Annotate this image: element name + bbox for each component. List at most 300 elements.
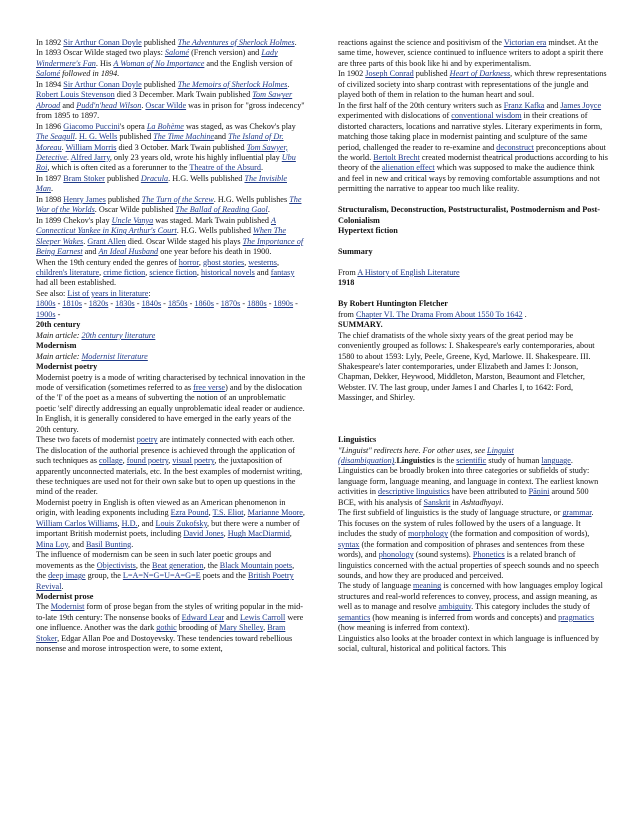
text-link[interactable]: historical novels	[200, 267, 255, 277]
text-run: In 1896	[36, 121, 64, 131]
text-link[interactable]: A Woman of No Importance	[113, 58, 205, 68]
text-run: -	[55, 309, 61, 319]
bold-text: By Robert Huntington Fletcher	[338, 299, 448, 309]
text-run: and	[254, 267, 271, 277]
text-run: is a related branch of linguistics concerned with the actual properties of speech sounds and no speech sounds, and how they are produced and perceived.	[338, 550, 599, 580]
bold-text: Structuralism, Deconstruction, Poststructuralist, Postmodernism and Post-Colonialism	[338, 205, 600, 225]
text-run: . His	[95, 58, 114, 68]
text-link[interactable]: A Connecticut Yankee in King Arthur's Court	[36, 215, 276, 236]
text-run: ,	[289, 529, 292, 539]
text-link[interactable]: Henry James	[63, 194, 106, 204]
text-run: published	[413, 69, 450, 79]
paragraph	[36, 174, 306, 195]
text-link[interactable]: westerns	[248, 257, 277, 267]
text-link[interactable]: Lewis Carroll	[240, 612, 286, 622]
bold-text: Modernism	[36, 341, 77, 351]
text-run: From	[338, 267, 358, 277]
text-link[interactable]: Salomé	[36, 69, 61, 79]
paragraph	[338, 508, 608, 581]
bold-text: 1918	[338, 278, 355, 288]
text-link[interactable]: Oscar Wilde	[145, 100, 187, 110]
text-link[interactable]: Franz Kafka	[503, 100, 545, 110]
paragraph	[36, 498, 306, 550]
text-link[interactable]: free verse	[193, 382, 226, 392]
left-column	[36, 38, 306, 820]
text-run: In 1902	[338, 69, 366, 79]
text-run: ,	[196, 267, 201, 277]
text-link[interactable]: language	[541, 456, 571, 466]
text-link[interactable]: fantasy	[270, 267, 295, 277]
text-link[interactable]: Louis Zukofsky	[155, 518, 208, 528]
text-run: ,	[276, 257, 279, 267]
text-run: . This focuses on the system of rules followed by the users of a language. It includes the study of	[338, 508, 594, 539]
text-link[interactable]: The Turn of the Screw	[141, 194, 214, 204]
text-link[interactable]: Mary Shelley	[219, 623, 264, 633]
text-link[interactable]: L=A=N=G=U=A=G=E	[122, 571, 201, 581]
text-link[interactable]: Modernist	[50, 602, 85, 612]
text-link[interactable]: Grant Allen	[87, 236, 126, 246]
text-link[interactable]: conventional wisdom	[451, 111, 522, 121]
text-run: -	[293, 299, 298, 309]
paragraph	[36, 48, 306, 79]
bold-text: SUMMARY.	[338, 320, 383, 330]
text-run: which was supposed to make the audience think and feel in new and critical ways by removing comfortable assumptions and not permitting the narrative to appear too much like reality.	[338, 163, 600, 194]
text-link[interactable]: meaning	[413, 581, 442, 591]
text-link[interactable]: Ezra Pound	[170, 508, 209, 518]
text-link[interactable]: Hugh MacDiarmid	[227, 529, 290, 539]
text-run: form of prose began from the styles of writing popular in the mid-to-late 19th century: The nonsense books of	[36, 602, 303, 622]
paragraph	[36, 216, 306, 258]
text-link[interactable]: gothic	[156, 623, 177, 633]
text-run: preconceptions about the world.	[338, 142, 606, 162]
bold-text: Hypertext fiction	[338, 226, 398, 236]
text-run: ,	[243, 508, 248, 518]
text-run: had all been established.	[36, 278, 117, 288]
paragraph-spacer	[338, 195, 608, 205]
text-run: , the	[36, 560, 295, 581]
text-link[interactable]: When The Sleeper Wakes	[36, 226, 286, 246]
text-link[interactable]: deep image	[48, 571, 86, 581]
paragraph	[338, 101, 608, 195]
text-link[interactable]: deconstruct	[496, 142, 534, 152]
text-run: ,	[263, 623, 268, 633]
paragraph	[338, 69, 608, 100]
paragraph	[36, 122, 306, 174]
text-run: ,	[168, 456, 173, 466]
text-link[interactable]: poetry	[136, 435, 158, 445]
text-link[interactable]: ambiguity	[438, 602, 472, 612]
text-run: reactions against the science and positivism of the	[338, 38, 504, 47]
text-link[interactable]: Phonetics	[472, 550, 505, 560]
text-run: In 1893 Oscar Wilde staged two plays:	[36, 48, 165, 58]
text-run: and	[544, 100, 561, 110]
text-run: "Linguist" redirects here. For other uses, see	[338, 445, 488, 455]
text-run: (the formation and composition of phrases and sentences from these words), and	[338, 539, 585, 560]
text-link[interactable]: Bram Stoker	[63, 173, 105, 183]
text-run: In 1894	[36, 79, 64, 89]
text-link[interactable]: Alfred Jarry	[70, 152, 110, 162]
text-link[interactable]: found poetry	[126, 456, 169, 466]
text-link[interactable]: British Poetry Revival	[36, 571, 294, 591]
bold-text: Summary	[338, 247, 373, 257]
text-link[interactable]: Dracula	[140, 173, 169, 183]
text-link[interactable]: Pudd'n'head Wilson	[76, 100, 142, 110]
text-link[interactable]: 1820s	[88, 299, 109, 309]
text-link[interactable]: 1880s	[247, 299, 267, 309]
text-run: ,	[122, 456, 127, 466]
text-link[interactable]: collage	[98, 456, 123, 466]
paragraph	[36, 299, 306, 320]
paragraph	[36, 258, 306, 289]
text-run: (how meaning is inferred from context).	[338, 623, 470, 633]
paragraph	[36, 289, 306, 299]
text-link[interactable]: 1840s	[141, 299, 162, 309]
text-run: were one influence. Another was the dark	[36, 612, 304, 633]
text-run: -	[266, 299, 274, 309]
paragraph	[36, 592, 306, 602]
text-run: -	[55, 299, 63, 309]
text-run: died 3 October. Mark Twain published	[116, 142, 247, 152]
text-link[interactable]: semantics	[338, 612, 371, 622]
text-link[interactable]: Basil Bunting	[85, 539, 132, 549]
paragraph-spacer	[338, 414, 608, 424]
text-run: , and	[137, 518, 156, 528]
paragraph	[36, 38, 306, 48]
text-run: The chief dramatists of the whole sixty years of the great period may be conveniently grouped as follows: I. Shakespeare's early contemporaries, about 1580 to about 1593: Lyly, Peele, Greene, Kyd, Marlowe. II. Shakespeare. III. Shakespeare's later contemporaries, under Elizabeth and James I: Jonson, Chapman, Dekker, Heywood, Middleton, Marston, Beaumont and Fletcher, Webster. IV. The last group, under James I and Charles I, to 1642: Ford, Massinger, and Shirley.	[338, 330, 595, 403]
text-link[interactable]: Black Mountain poets	[219, 560, 293, 570]
text-run: ,	[302, 508, 305, 518]
text-link[interactable]: alienation effect	[381, 163, 435, 173]
text-link[interactable]: Mina Loy	[36, 539, 68, 549]
text-run: .	[294, 38, 297, 47]
text-link[interactable]: 20th century literature	[81, 330, 156, 340]
text-run: published	[141, 79, 178, 89]
text-run: 's opera	[119, 121, 147, 131]
text-run: was in prison for "gross indecency" from 1895 to 1897.	[36, 100, 305, 121]
text-run: in their creations of distorted characters, locations and narrative styles. Literary experiments in form, matching those taking place in modernist painting and sculpture of the same period, challenged the reader to re-examine and	[338, 111, 603, 152]
text-run: (how meaning is inferred from words and concepts) and	[370, 612, 559, 622]
text-run: .	[66, 152, 71, 162]
paragraph-spacer	[338, 257, 608, 267]
text-link[interactable]: Theatre of the Absurd	[189, 163, 261, 173]
text-run: Main article:	[36, 351, 82, 361]
paragraph	[338, 581, 608, 633]
text-link[interactable]: William Morris	[65, 142, 117, 152]
text-link[interactable]: 1900s	[36, 309, 56, 319]
bold-text: Modernist prose	[36, 592, 94, 602]
text-run: ,	[117, 518, 122, 528]
text-run: ,	[223, 529, 228, 539]
text-link[interactable]: 1870s	[220, 299, 241, 309]
text-link[interactable]: The Invisible Man	[36, 173, 287, 194]
text-run: poets and the	[200, 571, 248, 581]
text-run: .	[141, 100, 146, 110]
text-run: and	[214, 132, 229, 142]
text-link[interactable]: Giacomo Puccini	[63, 121, 120, 131]
text-link[interactable]: Uncle Vanya	[111, 215, 154, 225]
text-run: , the juxtaposition of apparently unconnected materials, etc. In the best examples of modernist writing, these techniques are used not for their own sake but to open up questions in the mind of the reader.	[36, 456, 303, 497]
text-link[interactable]: Victorian era	[503, 38, 547, 47]
paragraph	[36, 362, 306, 372]
text-run: -	[161, 299, 168, 309]
text-run: one year before his death in 1900.	[158, 247, 272, 257]
paragraph	[36, 320, 306, 330]
text-run: ,	[198, 257, 204, 267]
text-link[interactable]: T.S. Eliot	[212, 508, 244, 518]
text-link[interactable]: Tom Sawyer Abroad	[36, 90, 293, 110]
text-run: was staged. Mark Twain published	[153, 215, 271, 225]
text-run: published	[105, 194, 142, 204]
text-run: -	[134, 299, 142, 309]
text-link[interactable]: pragmatics	[558, 612, 595, 622]
text-run: -	[81, 299, 89, 309]
text-run: group, the	[85, 571, 123, 581]
text-run: . H.G. Wells publishes	[213, 194, 290, 204]
paragraph	[338, 446, 608, 509]
text-run: and	[82, 247, 99, 257]
text-run: mindset. At the same time, however, science continued to influence writers to adopt a spirit there are three parts of this book like hi and by experimentalism.	[338, 38, 604, 68]
paragraph	[36, 331, 306, 341]
text-run: . This category includes the study of	[471, 602, 590, 612]
text-run: See also:	[36, 288, 68, 298]
text-link[interactable]: H.D.	[121, 518, 138, 528]
text-link[interactable]: horror	[178, 257, 199, 267]
text-run: Modernist poetry in English is often viewed as an American phenomenon in origin, with leading exponents including	[36, 497, 286, 518]
text-run: In 1899 Chekov's play	[36, 215, 112, 225]
text-run: .	[260, 163, 263, 173]
paragraph	[338, 226, 608, 236]
text-run: , Edgar Allan Poe and Dostoyevsky. These tendencies toward rebellious nonsense and morose introspection were, to some extent,	[36, 633, 293, 654]
paragraph	[338, 320, 608, 330]
text-run: When the 19th century ended the genres of	[36, 257, 179, 267]
text-run: (sound systems).	[413, 550, 473, 560]
text-run: In 1898	[36, 194, 64, 204]
text-run: around 500 BCE, with his analysis of	[338, 487, 589, 507]
text-link[interactable]: The Island of Dr. Moreau	[36, 132, 284, 152]
text-link[interactable]: An Ideal Husband	[98, 247, 159, 257]
text-link[interactable]: Ubu Roi	[36, 152, 296, 173]
text-link[interactable]: Bram Stoker	[36, 623, 286, 643]
text-link[interactable]: The War of the Worlds	[36, 194, 302, 215]
text-run: Linguistics also looks at the broader context in which language is influenced by social, cultural, historical and political factors. This	[338, 633, 600, 654]
paragraph	[36, 602, 306, 654]
text-run: died. Oscar Wilde staged his plays	[125, 236, 243, 246]
text-link[interactable]: William Carlos Williams	[36, 518, 118, 528]
text-link[interactable]: morphology	[408, 529, 449, 539]
text-link[interactable]: Salomé	[164, 48, 190, 58]
text-link[interactable]: Sanskrit	[423, 497, 451, 507]
text-run: -	[187, 299, 195, 309]
text-run: Main article:	[36, 330, 82, 340]
text-link[interactable]: Beat generation	[152, 560, 204, 570]
text-link[interactable]: The Time Machine	[153, 132, 215, 142]
right-column	[338, 38, 608, 820]
text-run: . H.G. Wells published	[168, 173, 245, 183]
text-link[interactable]: 1890s	[273, 299, 294, 309]
text-run: (French version) and	[189, 48, 262, 58]
text-run: .	[501, 497, 504, 507]
text-run: Ashtadhyayi	[460, 497, 502, 507]
paragraph	[36, 80, 306, 122]
text-link[interactable]: Edward Lear	[181, 612, 225, 622]
text-run: .	[267, 205, 270, 215]
text-run: , the	[203, 560, 220, 570]
text-link[interactable]: Robert Louis Stevenson	[36, 90, 115, 100]
text-run: published	[104, 173, 141, 183]
text-link[interactable]: Lady Windermere's Fan	[36, 48, 278, 68]
text-run: In 1897	[36, 173, 64, 183]
text-run: published	[141, 38, 178, 47]
text-link[interactable]: James Joyce	[560, 100, 602, 110]
text-run: study of human	[486, 456, 542, 466]
text-link[interactable]: children's literature	[36, 267, 100, 277]
text-run: -	[213, 299, 221, 309]
text-run: , but there were a number of important British modernist poets, including	[36, 518, 300, 539]
text-run: brooding of	[176, 623, 220, 633]
bold-text: 20th century	[36, 320, 81, 330]
text-link[interactable]: Tom Sawyer, Detective	[36, 142, 288, 162]
text-link[interactable]: crime fiction	[103, 267, 146, 277]
text-link[interactable]: ghost stories	[203, 257, 245, 267]
text-run: .	[51, 184, 54, 194]
text-run: is the	[434, 456, 457, 466]
text-link[interactable]: Bertolt Brecht	[373, 152, 420, 162]
text-run: . H.G. Wells published	[176, 226, 254, 236]
paragraph	[338, 634, 608, 655]
text-run: .	[522, 309, 527, 319]
text-run: are intimately connected with each other. The dislocation of the authorial presence is achieved through the application of such techniques as	[36, 435, 295, 466]
bold-text: Modernist poetry	[36, 362, 98, 372]
paragraph	[338, 278, 608, 288]
paragraph	[36, 550, 306, 592]
text-run: .	[287, 79, 290, 89]
text-link[interactable]: grammar	[562, 508, 592, 518]
text-run: , only 23 years old, wrote his highly influential play	[109, 152, 282, 162]
text-run: ,	[244, 257, 249, 267]
text-run: published	[117, 132, 154, 142]
paragraph	[338, 247, 608, 257]
text-run: and	[60, 100, 77, 110]
text-run: These two facets of modernist	[36, 435, 137, 445]
text-run: have been attributed to	[449, 487, 529, 497]
text-run: experimented with dislocations of	[338, 111, 452, 121]
text-run: , the	[135, 560, 152, 570]
text-link[interactable]: A History of English Literature	[357, 267, 460, 277]
text-run: died 3 December. Mark Twain published	[114, 90, 253, 100]
paragraph	[338, 331, 608, 404]
text-link[interactable]: science fiction	[149, 267, 197, 277]
paragraph-spacer	[338, 425, 608, 435]
text-link[interactable]: 1800s	[36, 299, 56, 309]
text-run: .	[131, 539, 134, 549]
text-run: ,	[145, 267, 150, 277]
text-link[interactable]: syntax	[338, 539, 360, 549]
paragraph	[338, 435, 608, 445]
text-link[interactable]: Linguist (disambiguation)	[338, 445, 514, 466]
text-link[interactable]: 1860s	[194, 299, 214, 309]
text-run: The study of language	[338, 581, 414, 591]
text-run: . Oscar Wilde published	[94, 205, 176, 215]
paragraph	[338, 205, 608, 226]
text-link[interactable]: H. G. Wells	[78, 132, 118, 142]
text-run: , which is often cited as a forerunner to the	[47, 163, 190, 173]
text-run: Modernist poetry is a mode of writing characterised by technical innovation in the mode of versification (sometimes referred to as	[36, 372, 306, 392]
text-run: The influence of modernism can be seen in such later poetic groups and movements as the	[36, 550, 272, 570]
paragraph	[36, 435, 306, 498]
text-link[interactable]: Marianne Moore	[247, 508, 303, 518]
text-link[interactable]: 1850s	[167, 299, 188, 309]
text-run: .	[394, 456, 397, 466]
text-link[interactable]: 1810s	[62, 299, 82, 309]
text-link[interactable]: descriptive linguistics	[378, 487, 450, 497]
text-link[interactable]: scientific	[456, 456, 487, 466]
text-link[interactable]: Pāṇini	[528, 487, 550, 497]
text-run: . Linguistics can be broadly broken into three categories or subfields of study: language form, language meaning, and language in context. The earliest known activities in	[338, 456, 599, 497]
text-run: .	[83, 236, 88, 246]
text-run: -	[240, 299, 248, 309]
paragraph-spacer	[338, 404, 608, 414]
text-link[interactable]: List of years in literature	[67, 288, 149, 298]
text-run: is concerned with how languages employ logical structures and real-world references to convey, process, and assign meaning, as well as to manage and resolve	[338, 581, 603, 612]
text-run: ) and by the dislocation of the 'I' of the poet as a means of subverting the notion of an unproblematic poetic 'self' directly addressing an equally unproblematic ideal reader or audience. In English, it is generally considered to have emerged in the early years of the 20th century.	[36, 382, 305, 434]
text-run: ,	[99, 267, 104, 277]
text-link[interactable]: The Seagull	[36, 132, 75, 142]
text-link[interactable]: Modernist literature	[81, 351, 148, 361]
text-link[interactable]: The Ballad of Reading Gaol	[175, 205, 268, 215]
text-run: in	[450, 497, 461, 507]
text-link[interactable]: Joseph Conrad	[365, 69, 414, 79]
text-run: was staged, as was Chekov's play	[183, 121, 296, 131]
text-run: In the first half of the 20th century writers such as	[338, 100, 504, 110]
text-link[interactable]: The Adventures of Sherlock Holmes	[177, 38, 295, 47]
paragraph	[338, 299, 608, 309]
bold-text: Linguistics	[396, 456, 435, 466]
text-run: followed in 1894.	[60, 69, 120, 79]
text-link[interactable]: La Bohème	[146, 121, 184, 131]
paragraph-spacer	[338, 237, 608, 247]
text-run: ,	[208, 508, 213, 518]
paragraph-spacer	[338, 289, 608, 299]
text-link[interactable]: phonology	[378, 550, 414, 560]
text-run: , which threw representations of civilized society into sharp contrast with representations of the jungle and played both of them in relation to the human heart and soul.	[338, 69, 607, 100]
paragraph	[36, 352, 306, 362]
text-run: The first subfield of linguistics is the study of language structure, or	[338, 508, 563, 518]
text-run: In 1892	[36, 38, 64, 47]
paragraph	[36, 341, 306, 351]
text-link[interactable]: David Jones	[183, 529, 224, 539]
paragraph	[338, 310, 608, 320]
text-link[interactable]: The Memoirs of Sherlock Holmes	[177, 79, 288, 89]
text-run: from	[338, 309, 356, 319]
text-run: .	[61, 142, 66, 152]
text-run: .	[61, 581, 64, 591]
paragraph	[338, 268, 608, 278]
text-link[interactable]: 1830s	[115, 299, 135, 309]
text-link[interactable]: Sir Arthur Conan Doyle	[63, 38, 142, 47]
text-run: .	[74, 132, 79, 142]
text-link[interactable]: visual poetry	[172, 456, 215, 466]
text-run: and the English version of	[204, 58, 293, 68]
text-link[interactable]: Heart of Darkness	[449, 69, 511, 79]
text-run: -	[108, 299, 116, 309]
paragraph	[36, 195, 306, 216]
text-run: created modernist theatrical productions according to his theory of the	[338, 152, 608, 173]
text-link[interactable]: Objectivists	[96, 560, 136, 570]
text-link[interactable]: Sir Arthur Conan Doyle	[63, 79, 142, 89]
text-link[interactable]: Chapter VI. The Drama From About 1550 To 1642	[355, 309, 523, 319]
text-run: (the formation and composition of words),	[448, 529, 590, 539]
text-link[interactable]: The Importance of Being Earnest	[36, 236, 304, 257]
